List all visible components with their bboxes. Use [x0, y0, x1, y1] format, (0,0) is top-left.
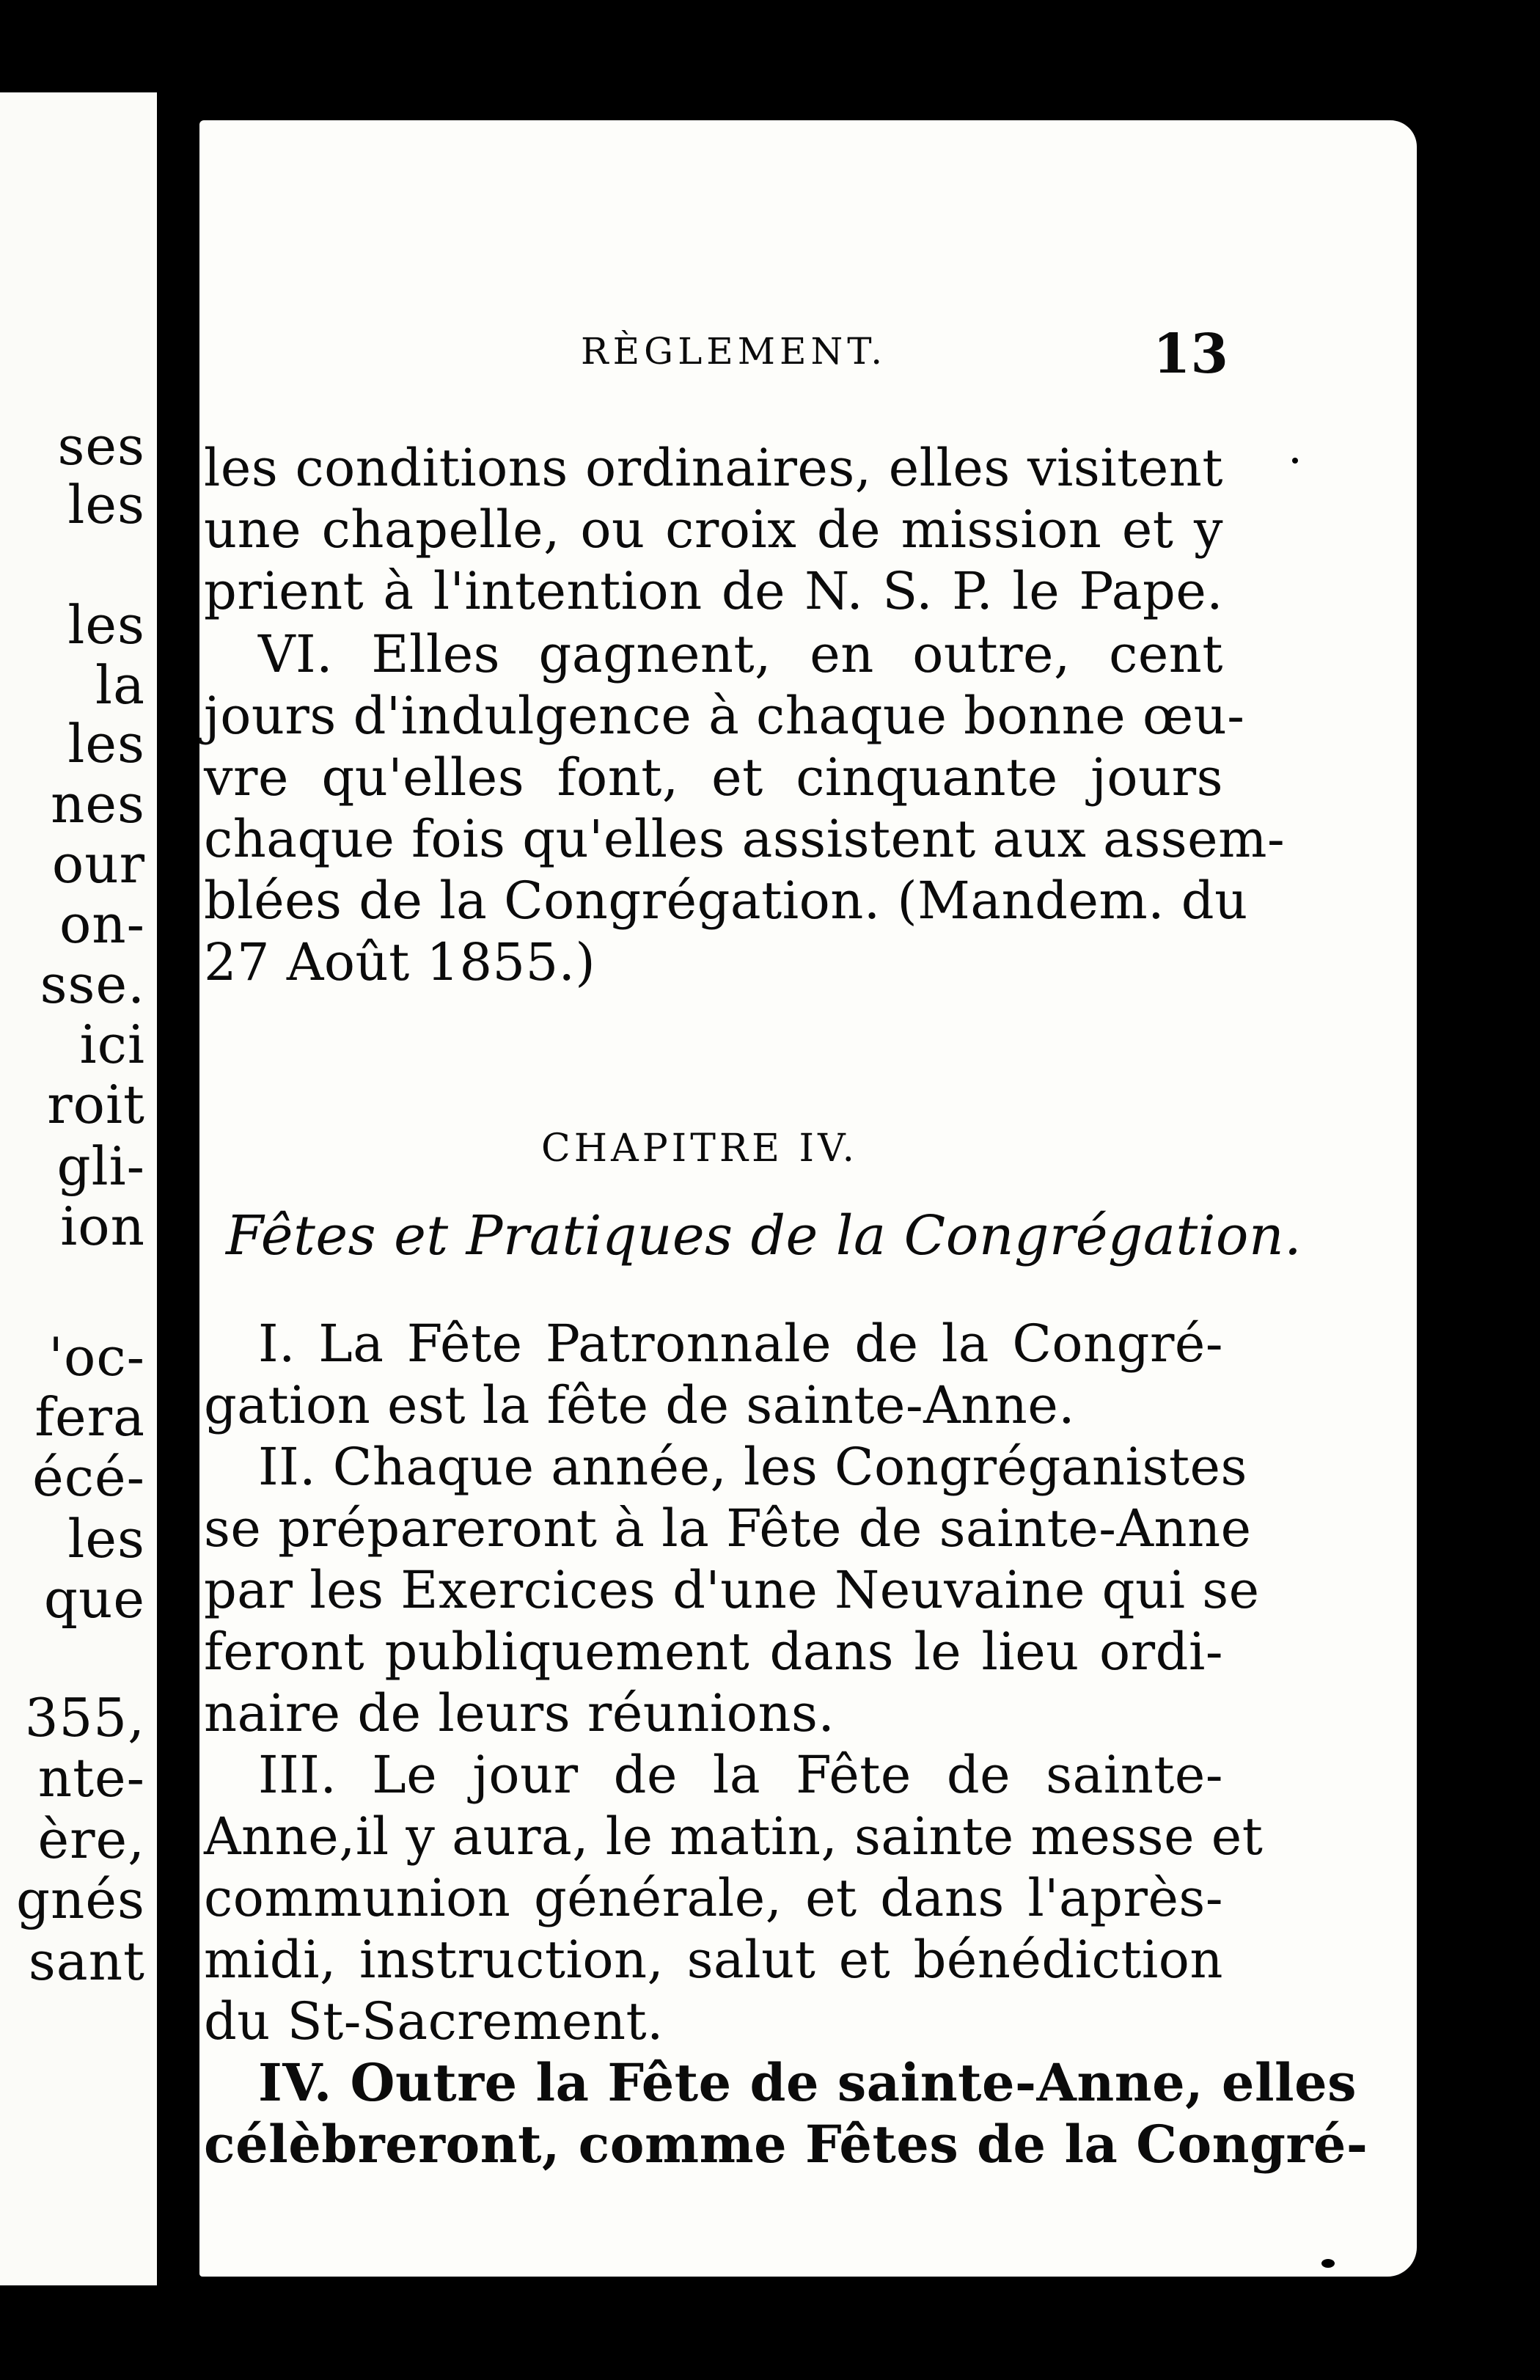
margin-fragment: 355,	[24, 1687, 145, 1749]
margin-fragment: ses	[57, 415, 145, 477]
text-line: prient à l'intention de N. S. P. le Pape.	[204, 561, 1223, 621]
margin-fragment: gnés	[15, 1869, 145, 1930]
book-gutter	[157, 0, 205, 2380]
scan-speck	[1292, 458, 1298, 464]
margin-fragment: les	[67, 594, 145, 656]
text-line: les conditions ordinaires, elles visitent	[204, 438, 1223, 498]
margin-fragment: la	[95, 654, 145, 716]
margin-fragment: nes	[51, 773, 145, 835]
running-head	[199, 323, 1417, 389]
adjacent-page-left	[0, 92, 157, 2285]
text-line: VI. Elles gagnent, en outre, cent	[258, 624, 1223, 684]
margin-fragment: ion	[60, 1196, 145, 1257]
text-line: midi, instruction, salut et bénédiction	[204, 1930, 1223, 1990]
text-line: célèbreront, comme Fêtes de la Congré-	[204, 2114, 1368, 2175]
running-head-title: RÈGLEMENT.	[581, 330, 887, 373]
margin-fragment: fera	[34, 1386, 145, 1448]
chapter-heading: CHAPITRE IV.	[541, 1127, 859, 1171]
text-line: jours d'indulgence à chaque bonne œu-	[204, 686, 1245, 746]
margin-fragment: les	[67, 1508, 145, 1570]
scan-speck	[1321, 2259, 1335, 2268]
text-line: communion générale, et dans l'après-	[204, 1868, 1223, 1928]
text-line: II. Chaque année, les Congréganistes	[258, 1437, 1247, 1497]
margin-fragment: les	[67, 713, 145, 775]
text-line: une chapelle, ou croix de mission et y	[204, 499, 1223, 560]
text-line: feront publiquement dans le lieu ordi-	[204, 1622, 1223, 1682]
text-line: se prépareront à la Fête de sainte-Anne	[204, 1498, 1252, 1559]
text-line: du St-Sacrement.	[204, 1991, 664, 2051]
text-line: 27 Août 1855.)	[204, 932, 596, 992]
text-line: blées de la Congrégation. (Mandem. du	[204, 871, 1248, 931]
margin-fragment: que	[43, 1568, 145, 1630]
margin-fragment: our	[51, 833, 145, 895]
book-page	[199, 120, 1417, 2277]
margin-fragment: ici	[79, 1014, 145, 1075]
margin-fragment: nte-	[37, 1747, 145, 1809]
margin-fragment: ère,	[37, 1809, 145, 1870]
text-line: I. La Fête Patronnale de la Congré-	[258, 1314, 1223, 1374]
text-line: Anne,il y aura, le matin, sainte messe et	[204, 1806, 1264, 1867]
margin-fragment: on-	[59, 893, 145, 955]
margin-fragment: les	[67, 474, 145, 535]
text-line: naire de leurs réunions.	[204, 1683, 835, 1743]
margin-fragment: 'oc-	[48, 1326, 145, 1388]
text-line: chaque fois qu'elles assistent aux assem-	[204, 809, 1286, 869]
text-line: IV. Outre la Fête de sainte-Anne, elles	[258, 2052, 1357, 2113]
text-line: par les Exercices d'une Neuvaine qui se	[204, 1560, 1260, 1620]
text-line: III. Le jour de la Fête de sainte-	[258, 1745, 1223, 1805]
margin-fragment: roit	[47, 1074, 145, 1135]
margin-fragment: sant	[28, 1930, 145, 1992]
margin-fragment: gli-	[56, 1135, 145, 1197]
text-line: gation est la fête de sainte-Anne.	[204, 1375, 1075, 1435]
margin-fragment: sse.	[40, 953, 145, 1015]
text-line: vre qu'elles font, et cinquante jours	[204, 747, 1223, 808]
chapter-title: Fêtes et Pratiques de la Congrégation.	[226, 1204, 1302, 1267]
page-number: 13	[1153, 323, 1228, 386]
margin-fragment: écé-	[32, 1446, 145, 1508]
